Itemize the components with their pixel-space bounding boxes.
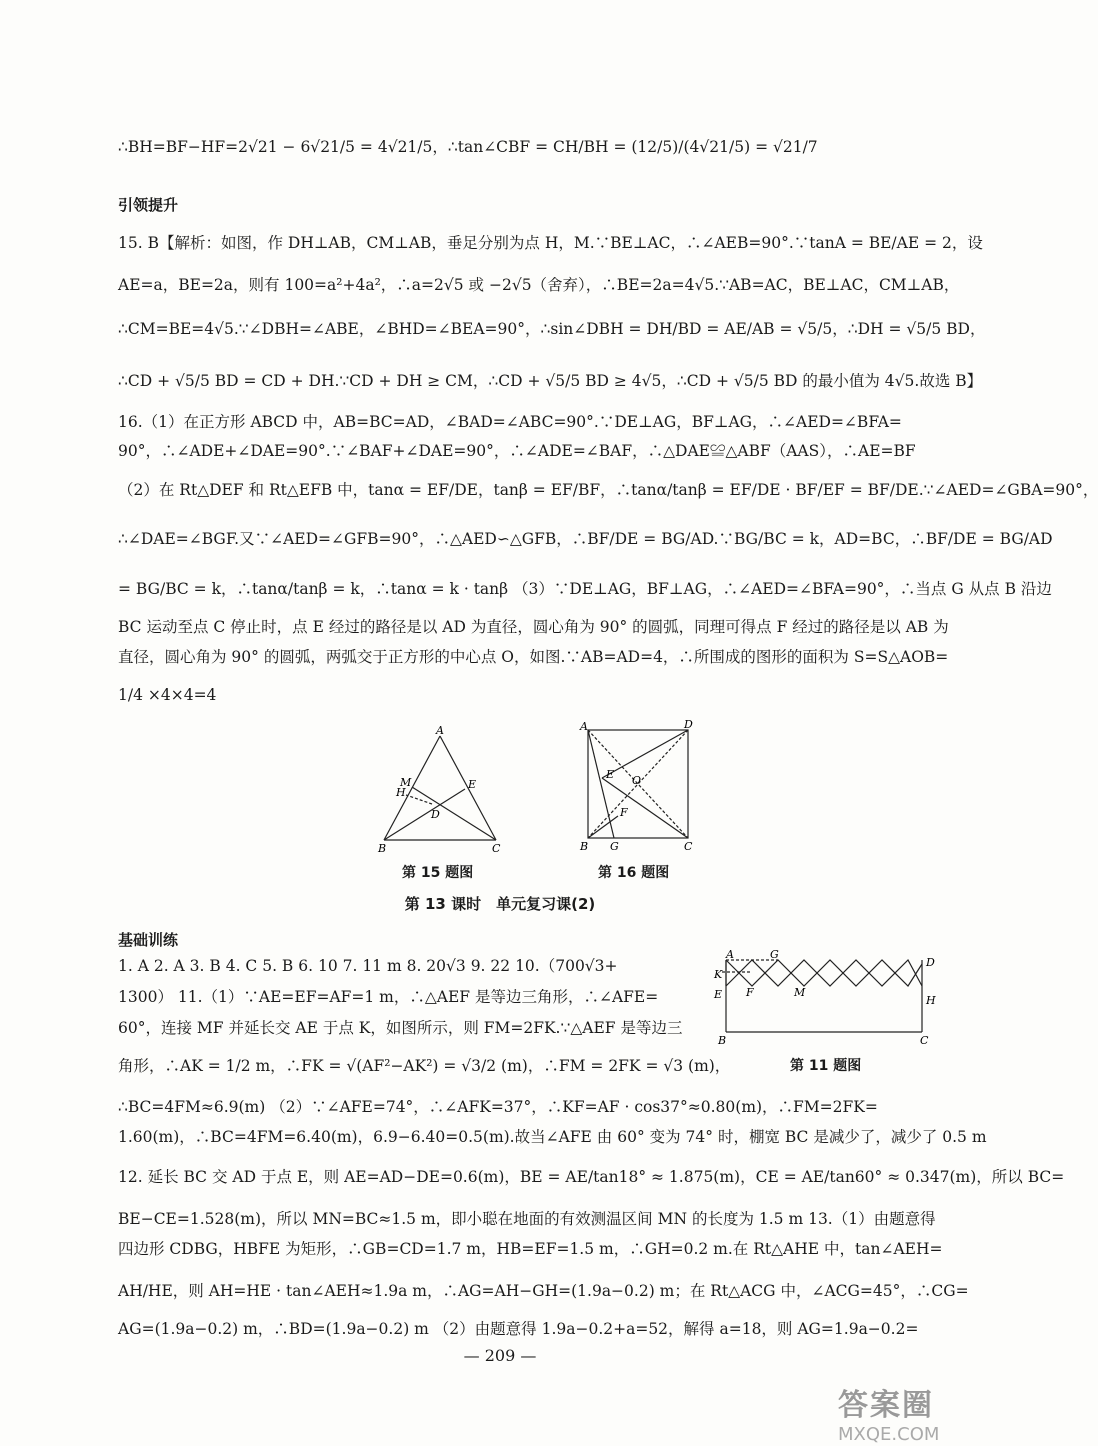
text-line: 四边形 CDBG，HBFE 为矩形，∴GB=CD=1.7 m，HB=EF=1.5 m，∴GH=0.2 m.在 Rt△AHE 中，tan∠AEH= [118, 1240, 943, 1258]
figure-15-caption: 第 15 题图 [402, 865, 474, 881]
fig16-label-o: O [632, 774, 642, 787]
text-line: 60°，连接 MF 并延长交 AE 于点 K，如图所示，则 FM=2FK.∵△AEF 是等边三 [118, 1019, 683, 1037]
lesson-title: 第 13 课时 单元复习课(2) [404, 895, 596, 913]
fig11-label-k: K [714, 968, 723, 981]
watermark-cn: 答案圈 [838, 1388, 934, 1423]
fig15-label-e: E [468, 778, 477, 791]
fig11-label-c: C [920, 1034, 929, 1047]
figure-11-caption: 第 11 题图 [790, 1058, 862, 1074]
fig11-label-e: E [714, 988, 723, 1001]
fig11-label-g: G [770, 948, 779, 961]
fig15-label-h: H [396, 786, 406, 799]
text-line: 角形，∴AK = 1/2 m，∴FK = √(AF²−AK²) = √3/2 (m)，∴FM = 2FK = √3 (m)， [118, 1057, 731, 1075]
fig11-label-f: F [746, 986, 754, 999]
text-line: 90°，∴∠ADE+∠DAE=90°.∵∠BAF+∠DAE=90°，∴∠ADE=∠BAF，∴△DAE≌△ABF（AAS），∴AE=BF [118, 442, 916, 460]
watermark-en: MXQE.COM [838, 1424, 940, 1445]
text-line: ∴BH=BF−HF=2√21 − 6√21/5 = 4√21/5，∴tan∠CBF = CH/BH = (12/5)/(4√21/5) = √21/7 [118, 138, 818, 156]
fig11-label-a: A [726, 948, 734, 961]
text-line: ∴CD + √5/5 BD = CD + DH.∵CD + DH ≥ CM，∴CD + √5/5 BD ≥ 4√5，∴CD + √5/5 BD 的最小值为 4√5.故选 B】 [118, 372, 983, 390]
page-number: — 209 — [463, 1346, 537, 1365]
figure-15 [376, 724, 506, 855]
section-heading-jichu: 基础训练 [118, 931, 179, 949]
text-line: 1.60(m)，∴BC=4FM=6.40(m)，6.9−6.40=0.5(m).故当∠AFE 由 60° 变为 74° 时，棚宽 BC 是减少了，减少了 0.5 m [118, 1128, 987, 1146]
text-line: AE=a，BE=2a，则有 100=a²+4a²，∴a=2√5 或 −2√5（舍弃），∴BE=2a=4√5.∵AB=AC，BE⊥AC，CM⊥AB， [118, 276, 960, 294]
fig15-label-b: B [378, 842, 387, 855]
text-line: 16.（1）在正方形 ABCD 中，AB=BC=AD，∠BAD=∠ABC=90°.∵DE⊥AG，BF⊥AG，∴∠AED=∠BFA= [118, 413, 902, 431]
fig11-label-h: H [926, 994, 936, 1007]
text-line: 15. B【解析：如图，作 DH⊥AB，CM⊥AB，垂足分别为点 H，M.∵BE⊥AC，∴∠AEB=90°.∵tanA = BE/AE = 2，设 [118, 234, 983, 252]
watermark-logo [838, 1380, 939, 1445]
fig15-label-m: M [400, 776, 412, 789]
text-line: 直径，圆心角为 90° 的圆弧，两弧交于正方形的中心点 O，如图.∵AB=AD=4，∴所围成的图形的面积为 S=S△AOB= [118, 648, 949, 666]
section-heading-yinling: 引领提升 [118, 196, 179, 214]
figure-16 [578, 720, 700, 852]
fig11-label-m: M [794, 986, 806, 999]
text-line: ∴∠DAE=∠BGF.又∵∠AED=∠GFB=90°，∴△AED∽△GFB，∴BF/DE = BG/AD.∵BG/BC = k，AD=BC，∴BF/DE = BG/AD [118, 530, 1053, 548]
text-line: 1/4 ×4×4=4 [118, 686, 217, 704]
fig15-label-c: C [492, 842, 501, 855]
fig15-label-d: D [431, 808, 440, 821]
figure-11 [708, 950, 948, 1050]
text-line: 1. A 2. A 3. B 4. C 5. B 6. 10 7. 11 m 8. 20√3 9. 22 10.（700√3+ [118, 957, 618, 975]
fig16-label-g: G [610, 840, 619, 853]
text-line: 1300） 11.（1）∵AE=EF=AF=1 m，∴△AEF 是等边三角形，∴∠AFE= [118, 988, 659, 1006]
figure-16-caption: 第 16 题图 [598, 865, 670, 881]
text-line: BC 运动至点 C 停止时，点 E 经过的路径是以 AD 为直径，圆心角为 90° 的圆弧，同理可得点 F 经过的路径是以 AB 为 [118, 618, 949, 636]
fig16-label-b: B [580, 840, 589, 853]
text-line: BE−CE=1.528(m)，所以 MN=BC≈1.5 m，即小聪在地面的有效测温区间 MN 的长度为 1.5 m 13.（1）由题意得 [118, 1210, 936, 1228]
text-line: ∴CM=BE=4√5.∵∠DBH=∠ABE，∠BHD=∠BEA=90°，∴sin∠DBH = DH/BD = AE/AB = √5/5，∴DH = √5/5 BD， [118, 320, 986, 338]
fig11-label-b: B [718, 1034, 727, 1047]
text-line: AH/HE，则 AH=HE · tan∠AEH≈1.9a m，∴AG=AH−GH=(1.9a−0.2) m；在 Rt△ACG 中，∠ACG=45°，∴CG= [118, 1282, 969, 1300]
fig11-label-d: D [926, 956, 935, 969]
fig16-label-c: C [684, 840, 693, 853]
fig15-label-a: A [436, 724, 444, 737]
text-line: ∴BC=4FM≈6.9(m) （2）∵∠AFE=74°，∴∠AFK=37°，∴KF=AF · cos37°≈0.80(m)，∴FM=2FK= [118, 1098, 878, 1116]
text-line: （2）在 Rt△DEF 和 Rt△EFB 中，tanα = EF/DE，tanβ = EF/BF，∴tanα/tanβ = EF/DE · BF/EF = BF/DE.∵∠AED=∠GBA=90°， [118, 481, 1098, 499]
text-line: = BG/BC = k，∴tanα/tanβ = k，∴tanα = k · tanβ （3）∵DE⊥AG，BF⊥AG，∴∠AED=∠BFA=90°，∴当点 G 从点 B 沿边 [118, 580, 1052, 598]
fig16-label-f: F [620, 806, 628, 819]
fig16-label-d: D [684, 718, 693, 731]
fig16-label-e: E [606, 768, 615, 781]
text-line: 12. 延长 BC 交 AD 于点 E，则 AE=AD−DE=0.6(m)，BE = AE/tan18° ≈ 1.875(m)，CE = AE/tan60° ≈ 0.347(m)，所以 BC= [118, 1168, 1065, 1186]
text-line: AG=(1.9a−0.2) m，∴BD=(1.9a−0.2) m （2）由题意得 1.9a−0.2+a=52，解得 a=18，则 AG=1.9a−0.2= [118, 1320, 919, 1338]
fig16-label-a: A [580, 720, 588, 733]
